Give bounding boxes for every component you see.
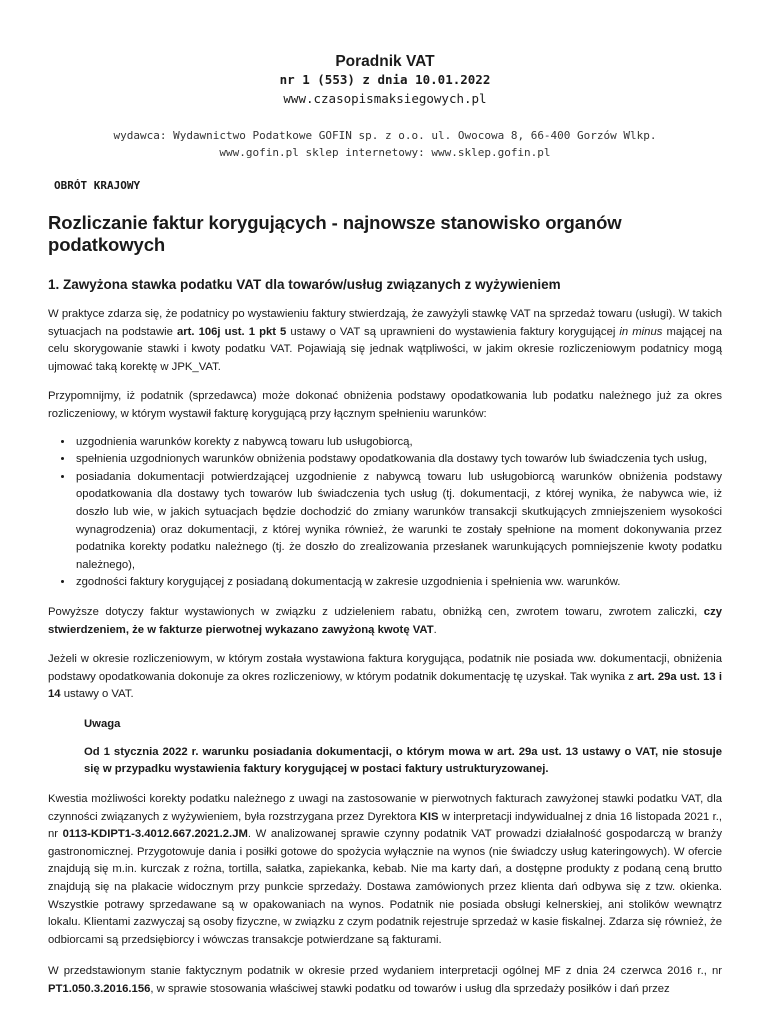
masthead-title: Poradnik VAT: [335, 53, 435, 70]
paragraph-4: [48, 651, 722, 704]
text-run: Jeżeli w okresie rozliczeniowym, w którym została wystawiona faktura korygująca, podatnik nie posiada ww. dokumentacji, obniżenia podstawy opodatkowania dokonuje za okres rozliczeniowy, w którym podatnik dokumentację tę uzyskał. Tak wynika z: [48, 653, 722, 683]
text-run: W praktyce zdarza się, że podatnicy po wystawieniu faktury stwierdzają, że zawyżyli stawkę VAT na sprzedaż towaru (usługi). W takich sytuacjach na podstawie: [48, 308, 722, 338]
section-label: OBRÓT KRAJOWY: [54, 179, 141, 192]
publisher-line: wydawca: Wydawnictwo Podatkowe GOFIN sp. z o.o. ul. Owocowa 8, 66-400 Gorzów Wlkp.: [113, 129, 657, 142]
article-title: Rozliczanie faktur korygujących - najnowsze stanowisko organów podatkowych: [48, 212, 622, 255]
text-run: w interpretacji indywidualnej z dnia 16 listopada 2021 r., nr: [48, 810, 722, 841]
paragraph-1: [48, 306, 722, 376]
note-title: Uwaga: [84, 717, 121, 730]
paragraph-5: [48, 791, 722, 949]
authority-name: KIS: [419, 810, 439, 823]
text-run: , w sprawie stosowania właściwej stawki podatku od towarów i usług dla sprzedaży posiłków i dań przez: [150, 983, 670, 995]
conditions-list: [48, 434, 722, 592]
text-run: mającej na celu skorygowanie stawki i kwoty podatku VAT. Pojawiają się jednak wątpliwości, w jakim okresie rozliczeniowym podatnicy mogą ujmować taką korektę w JPK_VAT.: [48, 325, 722, 373]
interpretation-number: PT1.050.3.2016.156: [48, 983, 151, 995]
emphasis: in minus: [619, 325, 663, 338]
list-item: • uzgodnienia warunków korekty z nabywcą towaru lub usługobiorcą,: [74, 434, 722, 452]
text-run: .: [433, 623, 437, 636]
text-run: ustawy o VAT.: [60, 688, 134, 701]
list-item: • spełnienia uzgodnionych warunków obniżenia podstawy opodatkowania dla dostawy tych towarów lub świadczenia tych usług,: [74, 451, 722, 469]
paragraph-3: [48, 604, 722, 639]
websites-line: www.gofin.pl sklep internetowy: www.sklep.gofin.pl: [219, 146, 551, 159]
article-heading-1: 1. Zawyżona stawka podatku VAT dla towarów/usług związanych z wyżywieniem: [48, 277, 561, 292]
list-item: • posiadania dokumentacji potwierdzającej uzgodnienie z nabywcą towaru lub usługobiorcą warunków obniżenia podstawy opodatkowania dla dostawy tych towarów lub świadczenia tych usług (tj. dokumentacji, z której wynika, że nabywca wie, iż doszło lub wie, w jakich sytuacjach będzie dochodzić do zmiany warunków transakcji skutkujących zmniejszeniem wysokości wynagrodzenia) oraz dokumentacji, z której wynika również, że warunki te zostały spełnione na moment dokonywania przez podatnika korekty podatku należnego (tj. że doszło do zrealizowania przesłanek warunkujących pomniejszenie kwoty podatku należnego),: [74, 469, 722, 575]
text-run: . W analizowanej sprawie czynny podatnik VAT prowadzi działalność gospodarczą w branży gastronomicznej. Przygotowuje dania i posiłki gotowe do spożycia wyłącznie na wynos (nie świadczy usług kateringowych). W ofercie znajdują się m.in. kurczak z rożna, tortilla, sałatka, zapiekanka, kebab. Nie ma karty dań, a dostępne produkty z podaną ceną brutto znajdują się na plakacie widocznym przy punkcie sprzedaży. Dostawa zamówionych przez klienta dań odbywa się z tzw. okienka. Wszystkie potrawy sprzedawane są w opakowaniach na wynos. Podatnik nie posiada obsługi kelnerskiej, ani stolików wewnątrz lokalu. Klientami zazwyczaj są osoby fizyczne, w związku z czym podatnik rejestruje sprzedaż w kasie fiskalnej. Zdarza się również, że odbiorcami są przedsiębiorcy i wówczas transakcje potwierdzane są fakturami.: [48, 828, 722, 946]
paragraph-6: [48, 963, 722, 998]
text-run: W przedstawionym stanie faktycznym podatnik w okresie przed wydaniem interpretacji ogólnej MF z dnia 24 czerwca 2016 r., nr: [48, 965, 722, 978]
paragraph-2: Przypomnijmy, iż podatnik (sprzedawca) może dokonać obniżenia podstawy opodatkowania lub podatku należnego już za okres rozliczeniowy, w którym wystawił fakturę korygującą przy łącznym spełnieniu warunków:: [48, 390, 722, 420]
masthead-url: www.czasopismaksiegowych.pl: [283, 91, 487, 106]
bold-statement: czy stwierdzeniem, że w fakturze pierwotnej wykazano zawyżoną kwotę VAT: [48, 605, 722, 636]
masthead: [48, 0, 722, 109]
text-run: Powyższe dotyczy faktur wystawionych w związku z udzieleniem rabatu, obniżką cen, zwrotem towaru, zwrotem zaliczki,: [48, 605, 704, 618]
masthead-issue: nr 1 (553) z dnia 10.01.2022: [279, 72, 491, 87]
list-item: • zgodności faktury korygującej z posiadaną dokumentacją w zakresie uzgodnienia i spełnienia ww. warunków.: [74, 574, 722, 592]
interpretation-number: 0113-KDIPT1-3.4012.667.2021.2.JM: [62, 828, 248, 841]
text-run: Kwestia możliwości korekty podatku należnego z uwagi na zastosowanie w pierwotnych fakturach zawyżonej stawki podatku VAT, dla czynności związanych z wyżywieniem, była rozstrzygana przez Dyrektora: [48, 793, 722, 823]
note-body: Od 1 stycznia 2022 r. warunku posiadania dokumentacji, o którym mowa w art. 29a ust. 13 ustawy o VAT, nie stosuje się w przypadku wystawienia faktury korygującej w postaci faktury ustrukturyzowanej.: [84, 745, 722, 776]
legal-reference: art. 29a ust. 13 i 14: [48, 670, 722, 701]
text-run: ustawy o VAT są uprawnieni do wystawienia faktury korygującej: [286, 325, 620, 338]
publisher-info: [48, 127, 722, 161]
legal-reference: art. 106j ust. 1 pkt 5: [176, 325, 287, 338]
